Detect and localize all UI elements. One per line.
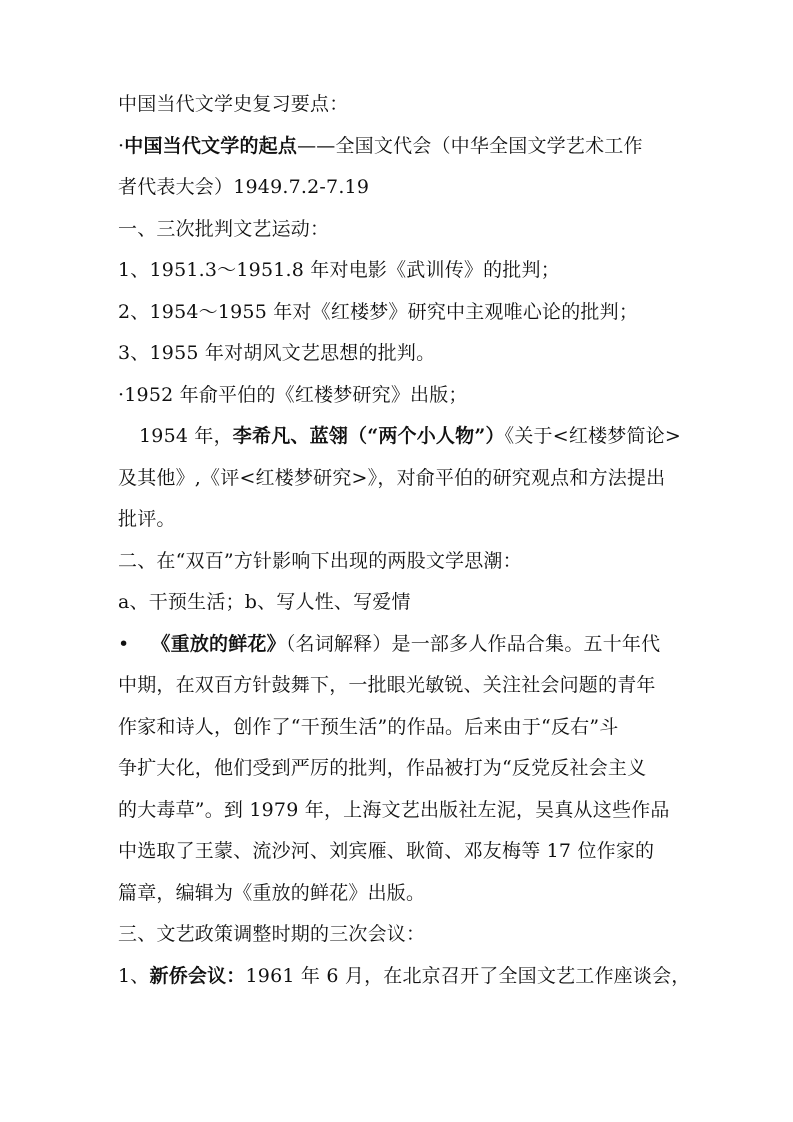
paragraph-1954-cont: 及其他》,《评<红楼梦研究>》，对俞平伯的研究观点和方法提出 (118, 466, 666, 489)
paragraph-text: （名词解释）是一部多人作品合集。五十年代 (285, 632, 661, 655)
paragraph-text: 1961 年 6 月，在北京召开了全国文艺工作座谈会， (245, 964, 691, 987)
bold-term: 新侨会议： (149, 964, 246, 987)
paragraph-1954 (118, 416, 680, 458)
paragraph-1952: ·1952 年俞平伯的《红楼梦研究》出版； (118, 383, 468, 406)
list-item: 1、1951.3～1951.8 年对电影《武训传》的批判； (118, 259, 560, 281)
paragraph-flowers-cont: 的大毒草”。到 1979 年，上海文艺出版社左泥，吴真从这些作品 (118, 798, 670, 821)
paragraph-origin (118, 126, 680, 168)
paragraph-flowers-cont: 篇章，编辑为《重放的鲜花》出版。 (118, 881, 426, 904)
paragraph-origin-cont: 者代表大会）1949.7.2-7.19 (118, 176, 370, 198)
paragraph-flowers-cont: 作家和诗人，创作了“干预生活”的作品。后来由于“反右”斗 (118, 715, 619, 738)
paragraph-flowers-cont: 中期，在双百方针鼓舞下，一批眼光敏锐、关注社会问题的青年 (118, 674, 656, 696)
section-heading-2: 二、在“双百”方针影响下出现的两股文学思潮： (118, 549, 522, 572)
bullet: · (118, 134, 125, 157)
list-number: 1、 (118, 964, 150, 987)
paragraph-1954-cont: 批评。 (118, 508, 176, 530)
paragraph-text: 《关于<红楼梦简论> (504, 425, 681, 447)
paragraph-flowers (118, 624, 680, 666)
paragraph-flowers-cont: 中选取了王蒙、流沙河、刘宾雁、耿简、邓友梅等 17 位作家的 (118, 840, 655, 862)
bullet: • (118, 632, 130, 655)
dash: —— (297, 134, 336, 157)
document-body (118, 84, 691, 997)
list-item: 2、1954～1955 年对《红楼梦》研究中主观唯心论的批判； (118, 300, 639, 323)
list-item: 3、1955 年对胡风文艺思想的批判。 (118, 342, 436, 364)
section-heading-3: 三、文艺政策调整时期的三次会议： (118, 923, 426, 945)
document-title: 中国当代文学史复习要点： (118, 93, 349, 115)
paragraph-text: 全国文代会（中华全国文学艺术工作 (335, 134, 643, 157)
list-item: a、干预生活；b、写人性、写爱情 (118, 591, 411, 613)
list-item (118, 956, 691, 998)
bold-term: 中国当代文学的起点 (124, 134, 298, 157)
bold-term: 《重放的鲜花》 (151, 632, 286, 655)
bold-term: 李希凡、蓝翎（“两个小人物”） (232, 425, 505, 447)
paragraph-text: 1954 年， (139, 425, 233, 447)
paragraph-flowers-cont: 争扩大化，他们受到严厉的批判，作品被打为“反党反社会主义 (118, 757, 647, 779)
section-heading-1: 一、三次批判文艺运动： (118, 217, 330, 240)
